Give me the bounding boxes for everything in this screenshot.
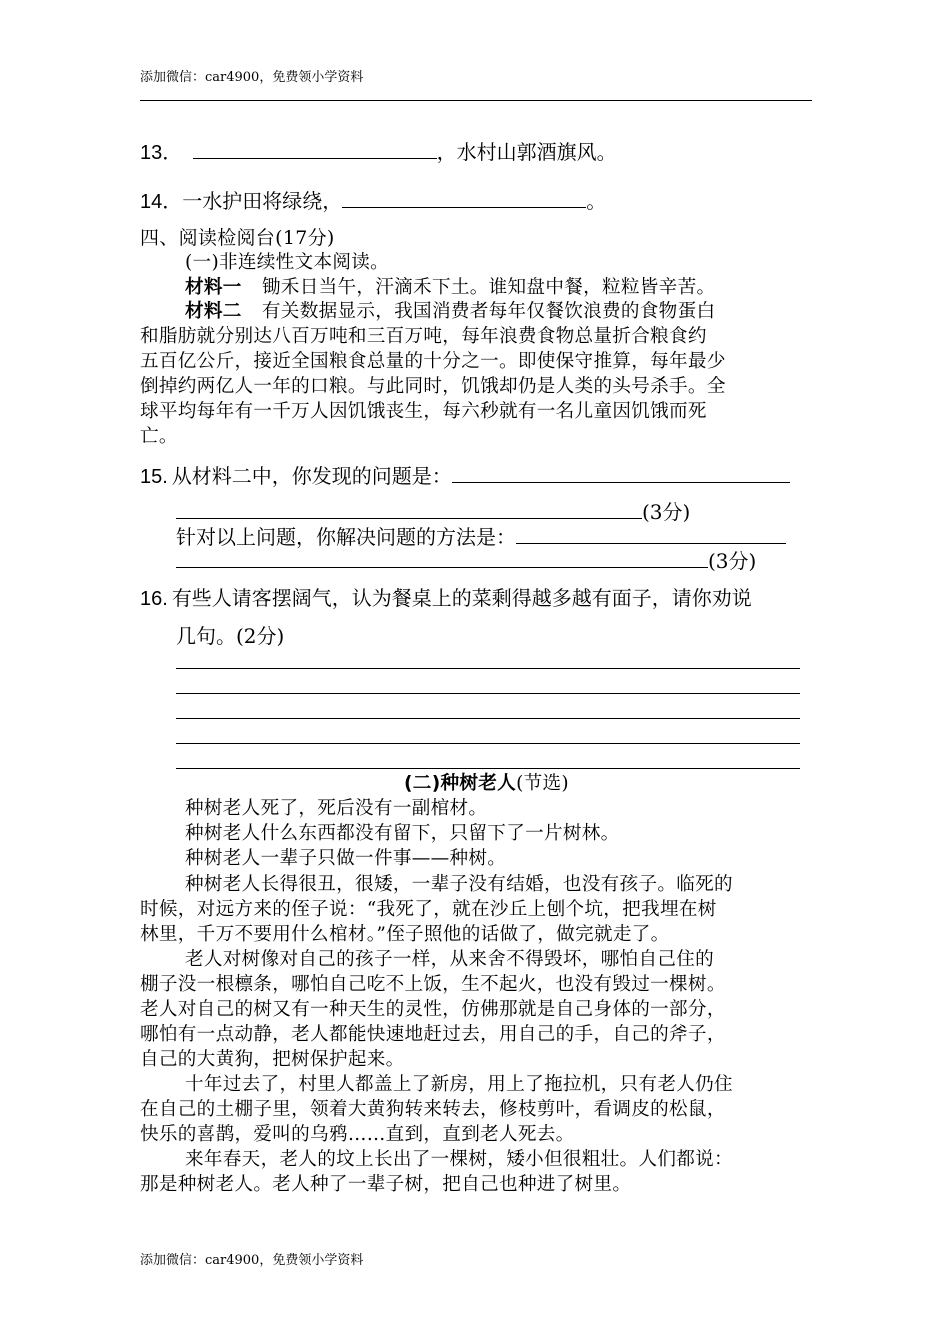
question-15-score-1: (3分) bbox=[642, 500, 691, 524]
material-2-line: 五百亿公斤，接近全国粮食总量的十分之一。即使保守推算，每年最少 bbox=[140, 351, 726, 372]
material-2-label: 材料二 bbox=[185, 301, 242, 322]
question-16-number: 16. bbox=[140, 588, 168, 610]
question-15-blank-2[interactable] bbox=[176, 498, 642, 519]
question-13-blank[interactable] bbox=[193, 138, 437, 159]
question-15-line-2 bbox=[176, 498, 690, 525]
passage-line: 老人对树像对自己的孩子一样，从来舍不得毁坏，哪怕自己住的 bbox=[185, 949, 715, 970]
part-1-title: (一)非连续性文本阅读。 bbox=[185, 252, 390, 273]
passage-line: 快乐的喜鹊，爱叫的乌鸦……直到，直到老人死去。 bbox=[140, 1124, 575, 1145]
question-14-suffix: 。 bbox=[586, 189, 607, 213]
material-1-text: 锄禾日当午，汗滴禾下土。谁知盘中餐，粒粒皆辛苦。 bbox=[261, 277, 716, 298]
question-15-line-3 bbox=[176, 523, 786, 550]
part-2-title-suffix: (节选) bbox=[516, 773, 569, 794]
passage-line: 哪怕有一点动静，老人都能快速地赶过去，用自己的手，自己的斧子， bbox=[140, 1024, 726, 1045]
material-1 bbox=[185, 276, 715, 301]
material-2-line: 球平均每年有一千万人因饥饿丧生，每六秒就有一名儿童因饥饿而死 bbox=[140, 401, 707, 422]
question-15-blank-1[interactable] bbox=[452, 462, 790, 483]
passage-line: 林里，千万不要用什么棺材。”侄子照他的话做了，做完就走了。 bbox=[140, 924, 670, 945]
passage-line: 在自己的土棚子里，领着大黄狗转来转去，修枝剪叶，看调皮的松鼠， bbox=[140, 1099, 726, 1120]
question-15-line-4 bbox=[176, 547, 756, 574]
question-15-text: 从材料二中，你发现的问题是： bbox=[171, 464, 452, 488]
answer-line[interactable] bbox=[176, 668, 800, 669]
question-14-number: 14． bbox=[140, 191, 183, 213]
question-14 bbox=[140, 187, 606, 215]
material-2-line: 倒掉约两亿人一年的口粮。与此同时，饥饿却仍是人类的头号杀手。全 bbox=[140, 376, 726, 397]
question-13-text: ，水村山郭酒旗风。 bbox=[436, 140, 617, 164]
passage-line: 种树老人一辈子只做一件事——种树。 bbox=[185, 848, 507, 869]
material-2-line: 和脂肪就分别达八百万吨和三百万吨，每年浪费食物总量折合粮食约 bbox=[140, 326, 707, 347]
part-2-title bbox=[404, 772, 569, 797]
answer-line[interactable] bbox=[176, 743, 800, 744]
part-2-title-main: (二)种树老人 bbox=[404, 773, 517, 794]
question-15-number: 15. bbox=[140, 466, 168, 488]
answer-line[interactable] bbox=[176, 693, 800, 694]
footer-watermark: 添加微信：car4900，免费领小学资料 bbox=[140, 1253, 364, 1268]
passage-line: 种树老人长得很丑，很矮，一辈子没有结婚，也没有孩子。临死的 bbox=[185, 874, 733, 895]
material-1-label: 材料一 bbox=[185, 277, 242, 298]
answer-line[interactable] bbox=[176, 768, 800, 769]
material-2-line: 有关数据显示，我国消费者每年仅餐饮浪费的食物蛋白 bbox=[261, 301, 716, 322]
passage-line: 老人对自己的树又有一种天生的灵性，仿佛那就是自己身体的一部分， bbox=[140, 999, 726, 1020]
header-rule bbox=[140, 100, 812, 101]
question-16-text: 有些人请客摆阔气，认为餐桌上的菜剩得越多越有面子，请你劝说 bbox=[171, 586, 752, 610]
question-13 bbox=[140, 138, 617, 166]
passage-line: 时候，对远方来的侄子说：“我死了，就在沙丘上刨个坑，把我埋在树 bbox=[140, 899, 717, 920]
question-16-text-2: 几句。(2分) bbox=[176, 624, 285, 648]
question-15-blank-4[interactable] bbox=[176, 547, 708, 568]
question-15-text-2: 针对以上问题，你解决问题的方法是： bbox=[176, 525, 516, 549]
answer-line[interactable] bbox=[176, 718, 800, 719]
question-16 bbox=[140, 585, 752, 612]
passage-line: 种树老人死了，死后没有一副棺材。 bbox=[185, 798, 488, 819]
passage-line: 棚子没一根檩条，哪怕自己吃不上饭，生不起火，也没有毁过一棵树。 bbox=[140, 974, 726, 995]
header-watermark: 添加微信：car4900，免费领小学资料 bbox=[140, 70, 364, 85]
question-14-prefix: 一水护田将绿绕， bbox=[182, 189, 343, 213]
passage-line: 那是种树老人。老人种了一辈子树，把自己也种进了树里。 bbox=[140, 1174, 632, 1195]
passage-line: 来年春天，老人的坟上长出了一棵树，矮小但很粗壮。人们都说： bbox=[185, 1149, 733, 1170]
material-2-first-line bbox=[185, 300, 715, 325]
section-4-title: 四、阅读检阅台(17分) bbox=[140, 227, 335, 249]
passage-line: 自己的大黄狗，把树保护起来。 bbox=[140, 1049, 405, 1070]
question-15 bbox=[140, 462, 790, 490]
passage-line: 十年过去了，村里人都盖上了新房，用上了拖拉机，只有老人仍住 bbox=[185, 1074, 733, 1095]
question-13-number: 13． bbox=[140, 142, 183, 164]
material-2-line: 亡。 bbox=[140, 426, 178, 447]
passage-line: 种树老人什么东西都没有留下，只留下了一片树林。 bbox=[185, 823, 620, 844]
question-15-blank-3[interactable] bbox=[516, 523, 786, 544]
question-15-score-2: (3分) bbox=[708, 549, 757, 573]
question-14-blank[interactable] bbox=[342, 187, 586, 208]
